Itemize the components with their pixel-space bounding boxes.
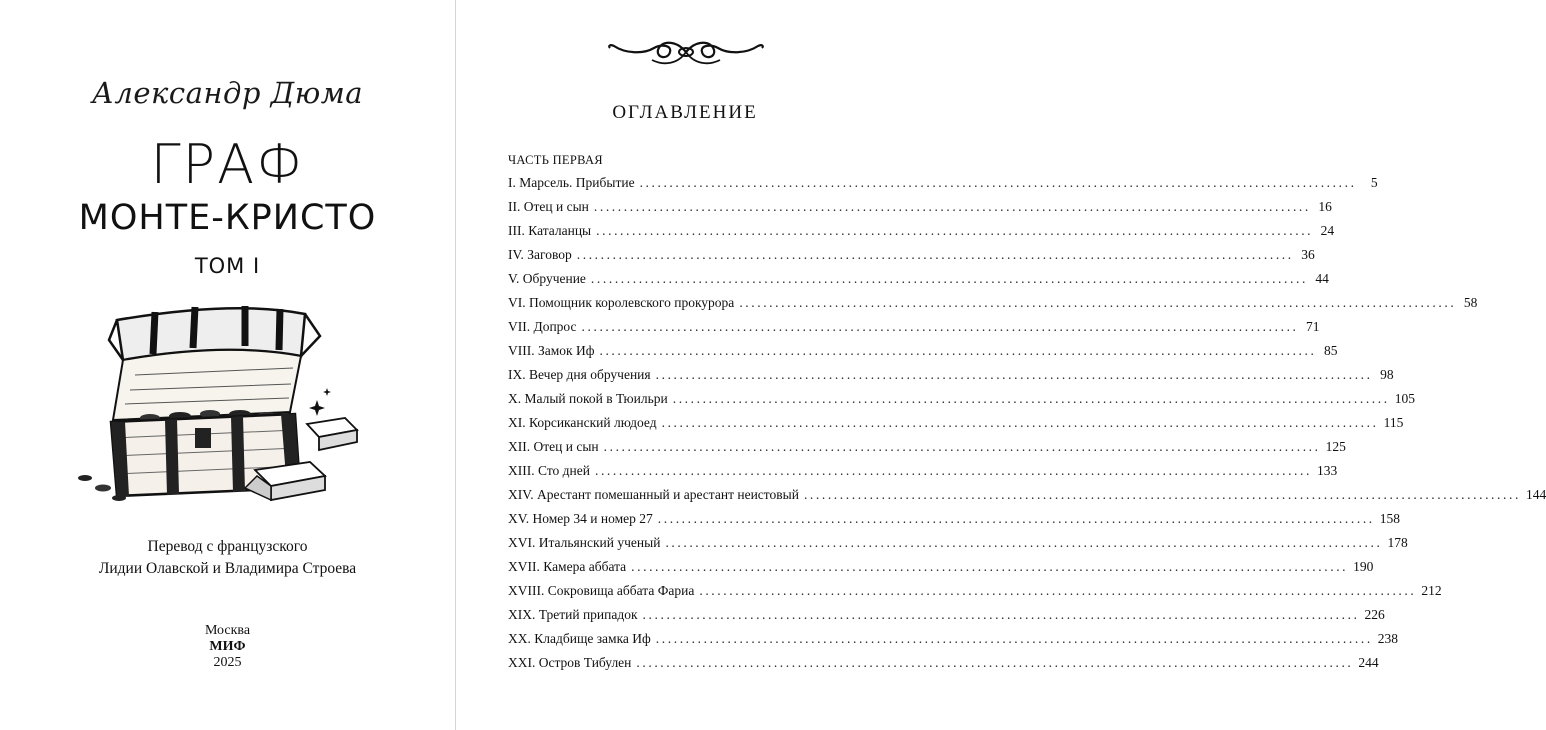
- toc-entry-title: VIII. Замок Иф: [508, 343, 595, 358]
- toc-entry-title: V. Обручение: [508, 271, 586, 286]
- toc-entry-page: 158: [1379, 511, 1401, 526]
- toc-entry[interactable]: [508, 559, 1374, 583]
- toc-entry-title: II. Отец и сын: [508, 199, 589, 214]
- toc-entry-page: 125: [1325, 439, 1346, 454]
- toc-entry-page: 16: [1318, 199, 1332, 214]
- toc-entry[interactable]: [508, 367, 1394, 391]
- toc-entry-title: VII. Допрос: [508, 319, 577, 334]
- contents-heading: ОГЛАВЛЕНИЕ: [612, 102, 758, 123]
- toc-entry-page: 24: [1320, 223, 1335, 238]
- toc-leader-dots: ........................................................................................................................: [639, 175, 1357, 190]
- toc-entry-title: VI. Помощник королевского прокурора: [508, 295, 735, 310]
- toc-leader-dots: ........................................................................................................................: [655, 367, 1373, 382]
- toc-leader-dots: ........................................................................................................................: [599, 343, 1317, 358]
- toc-entry-page: 238: [1377, 631, 1399, 646]
- contents-page: [456, 0, 1546, 730]
- book-subtitle: МОНТЕ-КРИСТО: [78, 198, 377, 238]
- toc-entry[interactable]: [508, 511, 1401, 535]
- toc-entry-title: XIII. Сто дней: [508, 463, 590, 478]
- toc-entry[interactable]: [508, 343, 1338, 367]
- contents-list: [508, 175, 1546, 679]
- toc-leader-dots: ........................................................................................................................: [699, 583, 1417, 598]
- toc-entry-page: 133: [1316, 463, 1338, 478]
- toc-leader-dots: ........................................................................................................................: [603, 439, 1321, 454]
- toc-entry[interactable]: [508, 247, 1315, 271]
- toc-leader-dots: ........................................................................................................................: [655, 631, 1373, 646]
- toc-entry[interactable]: [508, 175, 1378, 199]
- toc-entry[interactable]: [508, 583, 1442, 607]
- toc-entry[interactable]: [508, 487, 1546, 511]
- toc-entry[interactable]: [508, 415, 1404, 439]
- toc-entry[interactable]: [508, 535, 1408, 559]
- book-title: ГРАФ: [150, 133, 305, 196]
- toc-entry[interactable]: [508, 463, 1338, 487]
- toc-entry[interactable]: [508, 295, 1478, 319]
- toc-entry-title: XVI. Итальянский ученый: [508, 535, 661, 550]
- toc-leader-dots: ........................................................................................................................: [672, 391, 1390, 406]
- toc-entry-title: IX. Вечер дня обручения: [508, 367, 651, 382]
- toc-entry[interactable]: [508, 391, 1415, 415]
- toc-entry-page: 178: [1387, 535, 1408, 550]
- toc-entry-title: XX. Кладбище замка Иф: [508, 631, 651, 646]
- part-heading: ЧАСТЬ ПЕРВАЯ: [508, 153, 603, 167]
- toc-leader-dots: ........................................................................................................................: [631, 559, 1349, 574]
- toc-entry-title: XXI. Остров Тибулен: [508, 655, 632, 670]
- toc-entry-title: III. Каталанцы: [508, 223, 592, 238]
- toc-leader-dots: ........................................................................................................................: [661, 415, 1379, 430]
- toc-entry-title: XVII. Камера аббата: [508, 559, 627, 574]
- toc-entry-page: 105: [1394, 391, 1415, 406]
- toc-entry-page: 36: [1301, 247, 1315, 262]
- toc-leader-dots: ........................................................................................................................: [576, 247, 1294, 262]
- imprint-publisher: МИФ: [209, 639, 246, 654]
- toc-leader-dots: ........................................................................................................................: [594, 463, 1312, 478]
- toc-entry-title: XI. Корсиканский людоед: [508, 415, 657, 430]
- toc-entry-page: 71: [1306, 319, 1320, 334]
- toc-leader-dots: ........................................................................................................................: [657, 511, 1375, 526]
- toc-entry-page: 212: [1421, 583, 1442, 598]
- imprint: [0, 623, 455, 671]
- toc-entry[interactable]: [508, 439, 1346, 463]
- toc-entry-page: 226: [1364, 607, 1385, 622]
- toc-entry-title: IV. Заговор: [508, 247, 572, 262]
- toc-entry-page: 58: [1463, 295, 1478, 310]
- toc-entry-title: XV. Номер 34 и номер 27: [508, 511, 653, 526]
- toc-leader-dots: ........................................................................................................................: [665, 535, 1383, 550]
- toc-entry-page: 98: [1380, 367, 1394, 382]
- toc-leader-dots: ........................................................................................................................: [581, 319, 1299, 334]
- toc-leader-dots: ........................................................................................................................: [596, 223, 1314, 238]
- imprint-year: 2025: [213, 655, 242, 670]
- toc-leader-dots: ........................................................................................................................: [803, 487, 1521, 502]
- treasure-chest-illustration: [95, 300, 380, 510]
- toc-entry[interactable]: [508, 271, 1329, 295]
- toc-leader-dots: ........................................................................................................................: [636, 655, 1354, 670]
- toc-entry[interactable]: [508, 223, 1335, 247]
- translation-credit: [0, 536, 455, 580]
- toc-leader-dots: ........................................................................................................................: [593, 199, 1311, 214]
- toc-entry-page: 44: [1315, 271, 1329, 286]
- toc-leader-dots: ........................................................................................................................: [739, 295, 1457, 310]
- toc-entry[interactable]: [508, 199, 1332, 223]
- toc-leader-dots: ........................................................................................................................: [590, 271, 1308, 286]
- translation-line-2: Лидии Олавской и Владимира Строева: [98, 560, 357, 577]
- toc-entry-title: XIX. Третий припадок: [508, 607, 638, 622]
- volume-label: ТОМ I: [194, 254, 261, 278]
- toc-entry-title: XIV. Арестант помешанный и арестант неистовый: [508, 487, 799, 502]
- toc-entry-title: XII. Отец и сын: [508, 439, 599, 454]
- toc-entry[interactable]: [508, 607, 1385, 631]
- toc-entry[interactable]: [508, 655, 1379, 679]
- author-signature: Александр Дюма: [91, 76, 364, 110]
- toc-entry[interactable]: [508, 319, 1320, 343]
- decorative-flourish-icon: [606, 32, 766, 72]
- toc-entry-title: I. Марсель. Прибытие: [508, 175, 635, 190]
- toc-entry-title: XVIII. Сокровища аббата Фариа: [508, 583, 695, 598]
- toc-entry-page: 144: [1525, 487, 1546, 502]
- translation-line-1: Перевод с французского: [147, 538, 308, 555]
- title-page: [0, 0, 455, 730]
- imprint-city: Москва: [204, 623, 251, 638]
- toc-leader-dots: ........................................................................................................................: [642, 607, 1360, 622]
- toc-entry-page: 115: [1383, 415, 1404, 430]
- toc-entry-page: 5: [1370, 175, 1378, 190]
- toc-entry-page: 244: [1358, 655, 1379, 670]
- toc-entry[interactable]: [508, 631, 1399, 655]
- toc-entry-title: X. Малый покой в Тюильри: [508, 391, 668, 406]
- toc-entry-page: 85: [1323, 343, 1338, 358]
- toc-entry-page: 190: [1353, 559, 1374, 574]
